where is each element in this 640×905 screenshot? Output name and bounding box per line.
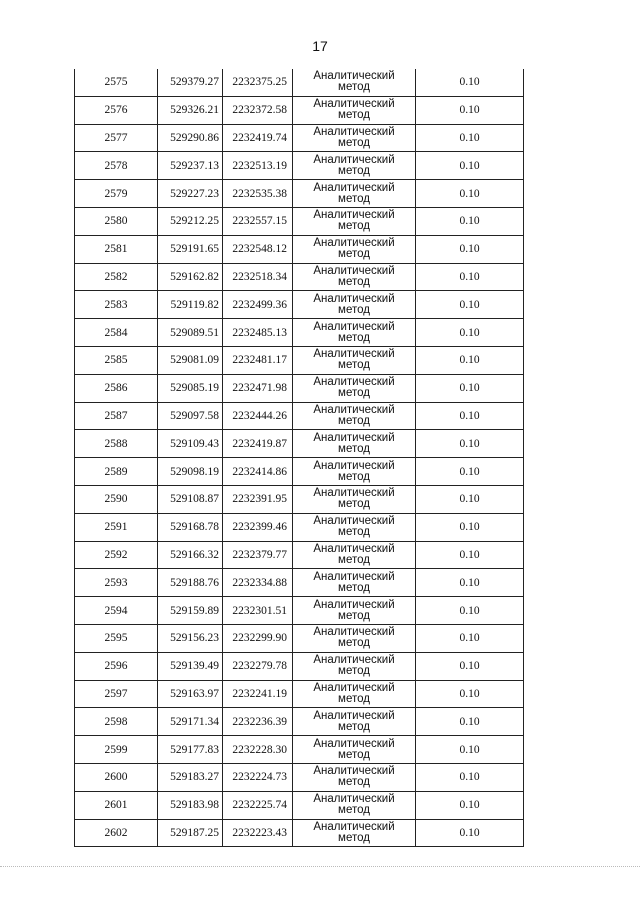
point-number-cell: 2601: [75, 791, 158, 819]
y-coordinate-cell: 2232419.87: [223, 430, 293, 458]
accuracy-cell: 0.10: [416, 680, 524, 708]
point-number-cell: 2594: [75, 597, 158, 625]
method-line-2: метод: [338, 164, 370, 177]
table-row: [75, 346, 524, 374]
x-coordinate-cell: 529326.21: [158, 96, 223, 124]
point-number-cell: 2582: [75, 263, 158, 291]
method-cell: [293, 680, 416, 708]
accuracy-cell: 0.10: [416, 152, 524, 180]
x-coordinate-cell: 529159.89: [158, 597, 223, 625]
point-number-cell: 2597: [75, 680, 158, 708]
x-coordinate-cell: 529212.25: [158, 207, 223, 235]
accuracy-cell: 0.10: [416, 235, 524, 263]
method-line-2: метод: [338, 275, 370, 288]
table-row: [75, 374, 524, 402]
method-cell: [293, 402, 416, 430]
point-number-cell: 2590: [75, 485, 158, 513]
method-cell: [293, 291, 416, 319]
method-line-2: метод: [338, 303, 370, 316]
y-coordinate-cell: 2232375.25: [223, 69, 293, 96]
method-cell: [293, 235, 416, 263]
coordinates-table: [74, 69, 524, 847]
method-line-2: метод: [338, 331, 370, 344]
y-coordinate-cell: 2232301.51: [223, 597, 293, 625]
method-line-2: метод: [338, 136, 370, 149]
method-cell: [293, 513, 416, 541]
point-number-cell: 2588: [75, 430, 158, 458]
x-coordinate-cell: 529171.34: [158, 708, 223, 736]
y-coordinate-cell: 2232419.74: [223, 124, 293, 152]
table-row: [75, 597, 524, 625]
table-row: [75, 263, 524, 291]
point-number-cell: 2586: [75, 374, 158, 402]
method-line-1: Аналитический: [313, 292, 395, 305]
accuracy-cell: 0.10: [416, 180, 524, 208]
method-cell: [293, 69, 416, 96]
method-cell: [293, 346, 416, 374]
method-line-2: метод: [338, 637, 370, 650]
method-line-1: Аналитический: [313, 153, 395, 166]
table-row: [75, 180, 524, 208]
method-line-1: Аналитический: [313, 209, 395, 222]
method-line-1: Аналитический: [313, 654, 395, 667]
accuracy-cell: 0.10: [416, 124, 524, 152]
table-row: [75, 69, 524, 96]
point-number-cell: 2596: [75, 652, 158, 680]
method-line-1: Аналитический: [313, 681, 395, 694]
point-number-cell: 2584: [75, 319, 158, 347]
x-coordinate-cell: 529227.23: [158, 180, 223, 208]
y-coordinate-cell: 2232334.88: [223, 569, 293, 597]
point-number-cell: 2589: [75, 458, 158, 486]
method-line-1: Аналитический: [313, 348, 395, 361]
method-line-1: Аналитический: [313, 431, 395, 444]
y-coordinate-cell: 2232236.39: [223, 708, 293, 736]
method-cell: [293, 96, 416, 124]
method-line-2: метод: [338, 609, 370, 622]
method-cell: [293, 263, 416, 291]
table-row: [75, 708, 524, 736]
method-line-2: метод: [338, 192, 370, 205]
method-line-1: Аналитический: [313, 459, 395, 472]
table-row: [75, 430, 524, 458]
y-coordinate-cell: 2232228.30: [223, 736, 293, 764]
table-row: [75, 819, 524, 847]
method-cell: [293, 569, 416, 597]
table-row: [75, 124, 524, 152]
table-row: [75, 736, 524, 764]
method-cell: [293, 652, 416, 680]
table-row: [75, 485, 524, 513]
method-line-1: Аналитический: [313, 125, 395, 138]
x-coordinate-cell: 529139.49: [158, 652, 223, 680]
method-line-1: Аналитический: [313, 737, 395, 750]
method-line-1: Аналитический: [313, 320, 395, 333]
page-number: 17: [312, 38, 328, 54]
method-line-1: Аналитический: [313, 264, 395, 277]
accuracy-cell: 0.10: [416, 319, 524, 347]
point-number-cell: 2578: [75, 152, 158, 180]
table-row: [75, 513, 524, 541]
method-cell: [293, 458, 416, 486]
method-line-2: метод: [338, 748, 370, 761]
method-cell: [293, 207, 416, 235]
y-coordinate-cell: 2232485.13: [223, 319, 293, 347]
method-line-1: Аналитический: [313, 376, 395, 389]
method-line-2: метод: [338, 804, 370, 817]
y-coordinate-cell: 2232372.58: [223, 96, 293, 124]
table-row: [75, 763, 524, 791]
accuracy-cell: 0.10: [416, 374, 524, 402]
method-line-2: метод: [338, 720, 370, 733]
y-coordinate-cell: 2232513.19: [223, 152, 293, 180]
y-coordinate-cell: 2232444.26: [223, 402, 293, 430]
x-coordinate-cell: 529191.65: [158, 235, 223, 263]
table-row: [75, 680, 524, 708]
point-number-cell: 2591: [75, 513, 158, 541]
method-line-1: Аналитический: [313, 70, 395, 83]
accuracy-cell: 0.10: [416, 569, 524, 597]
y-coordinate-cell: 2232279.78: [223, 652, 293, 680]
accuracy-cell: 0.10: [416, 541, 524, 569]
accuracy-cell: 0.10: [416, 96, 524, 124]
method-line-1: Аналитический: [313, 237, 395, 250]
point-number-cell: 2581: [75, 235, 158, 263]
point-number-cell: 2580: [75, 207, 158, 235]
table-row: [75, 96, 524, 124]
scan-artifact-line: [0, 866, 640, 867]
table-row: [75, 207, 524, 235]
method-cell: [293, 819, 416, 847]
method-line-2: метод: [338, 220, 370, 233]
accuracy-cell: 0.10: [416, 763, 524, 791]
y-coordinate-cell: 2232518.34: [223, 263, 293, 291]
y-coordinate-cell: 2232499.36: [223, 291, 293, 319]
method-line-2: метод: [338, 831, 370, 844]
method-cell: [293, 624, 416, 652]
point-number-cell: 2602: [75, 819, 158, 847]
method-cell: [293, 430, 416, 458]
method-line-2: метод: [338, 248, 370, 261]
y-coordinate-cell: 2232225.74: [223, 791, 293, 819]
accuracy-cell: 0.10: [416, 291, 524, 319]
y-coordinate-cell: 2232414.86: [223, 458, 293, 486]
point-number-cell: 2575: [75, 69, 158, 96]
point-number-cell: 2583: [75, 291, 158, 319]
x-coordinate-cell: 529085.19: [158, 374, 223, 402]
accuracy-cell: 0.10: [416, 402, 524, 430]
y-coordinate-cell: 2232241.19: [223, 680, 293, 708]
method-line-2: метод: [338, 109, 370, 122]
method-line-2: метод: [338, 81, 370, 94]
method-line-1: Аналитический: [313, 570, 395, 583]
y-coordinate-cell: 2232399.46: [223, 513, 293, 541]
x-coordinate-cell: 529098.19: [158, 458, 223, 486]
method-cell: [293, 736, 416, 764]
accuracy-cell: 0.10: [416, 597, 524, 625]
table-row: [75, 652, 524, 680]
accuracy-cell: 0.10: [416, 791, 524, 819]
accuracy-cell: 0.10: [416, 513, 524, 541]
table-row: [75, 235, 524, 263]
method-line-2: метод: [338, 498, 370, 511]
x-coordinate-cell: 529168.78: [158, 513, 223, 541]
method-line-1: Аналитический: [313, 181, 395, 194]
accuracy-cell: 0.10: [416, 624, 524, 652]
accuracy-cell: 0.10: [416, 708, 524, 736]
method-line-2: метод: [338, 414, 370, 427]
accuracy-cell: 0.10: [416, 819, 524, 847]
table-row: [75, 791, 524, 819]
method-line-1: Аналитический: [313, 820, 395, 833]
y-coordinate-cell: 2232223.43: [223, 819, 293, 847]
point-number-cell: 2600: [75, 763, 158, 791]
point-number-cell: 2592: [75, 541, 158, 569]
table-row: [75, 291, 524, 319]
point-number-cell: 2599: [75, 736, 158, 764]
method-cell: [293, 763, 416, 791]
x-coordinate-cell: 529097.58: [158, 402, 223, 430]
y-coordinate-cell: 2232224.73: [223, 763, 293, 791]
point-number-cell: 2598: [75, 708, 158, 736]
method-line-1: Аналитический: [313, 626, 395, 639]
accuracy-cell: 0.10: [416, 652, 524, 680]
method-line-2: метод: [338, 665, 370, 678]
x-coordinate-cell: 529162.82: [158, 263, 223, 291]
x-coordinate-cell: 529081.09: [158, 346, 223, 374]
method-line-2: метод: [338, 526, 370, 539]
method-cell: [293, 708, 416, 736]
table-row: [75, 402, 524, 430]
x-coordinate-cell: 529177.83: [158, 736, 223, 764]
method-line-2: метод: [338, 387, 370, 400]
method-line-1: Аналитический: [313, 765, 395, 778]
table-row: [75, 152, 524, 180]
accuracy-cell: 0.10: [416, 346, 524, 374]
x-coordinate-cell: 529183.98: [158, 791, 223, 819]
method-cell: [293, 152, 416, 180]
method-line-1: Аналитический: [313, 515, 395, 528]
table-row: [75, 624, 524, 652]
coordinates-table-body: [75, 69, 524, 847]
accuracy-cell: 0.10: [416, 430, 524, 458]
method-cell: [293, 597, 416, 625]
y-coordinate-cell: 2232481.17: [223, 346, 293, 374]
table-row: [75, 458, 524, 486]
point-number-cell: 2587: [75, 402, 158, 430]
x-coordinate-cell: 529379.27: [158, 69, 223, 96]
point-number-cell: 2579: [75, 180, 158, 208]
method-line-2: метод: [338, 776, 370, 789]
y-coordinate-cell: 2232379.77: [223, 541, 293, 569]
x-coordinate-cell: 529156.23: [158, 624, 223, 652]
x-coordinate-cell: 529163.97: [158, 680, 223, 708]
method-line-1: Аналитический: [313, 542, 395, 555]
x-coordinate-cell: 529089.51: [158, 319, 223, 347]
x-coordinate-cell: 529166.32: [158, 541, 223, 569]
y-coordinate-cell: 2232535.38: [223, 180, 293, 208]
accuracy-cell: 0.10: [416, 207, 524, 235]
x-coordinate-cell: 529188.76: [158, 569, 223, 597]
method-line-1: Аналитический: [313, 98, 395, 111]
point-number-cell: 2576: [75, 96, 158, 124]
y-coordinate-cell: 2232391.95: [223, 485, 293, 513]
method-line-2: метод: [338, 692, 370, 705]
method-line-2: метод: [338, 442, 370, 455]
method-line-2: метод: [338, 553, 370, 566]
point-number-cell: 2577: [75, 124, 158, 152]
accuracy-cell: 0.10: [416, 736, 524, 764]
method-line-1: Аналитический: [313, 709, 395, 722]
method-cell: [293, 541, 416, 569]
method-cell: [293, 319, 416, 347]
accuracy-cell: 0.10: [416, 263, 524, 291]
method-line-1: Аналитический: [313, 403, 395, 416]
x-coordinate-cell: 529109.43: [158, 430, 223, 458]
table-row: [75, 319, 524, 347]
x-coordinate-cell: 529183.27: [158, 763, 223, 791]
accuracy-cell: 0.10: [416, 69, 524, 96]
y-coordinate-cell: 2232548.12: [223, 235, 293, 263]
x-coordinate-cell: 529237.13: [158, 152, 223, 180]
method-cell: [293, 374, 416, 402]
method-cell: [293, 124, 416, 152]
method-line-1: Аналитический: [313, 598, 395, 611]
point-number-cell: 2595: [75, 624, 158, 652]
method-cell: [293, 485, 416, 513]
method-line-1: Аналитический: [313, 793, 395, 806]
x-coordinate-cell: 529290.86: [158, 124, 223, 152]
accuracy-cell: 0.10: [416, 458, 524, 486]
method-cell: [293, 791, 416, 819]
x-coordinate-cell: 529119.82: [158, 291, 223, 319]
table-row: [75, 569, 524, 597]
point-number-cell: 2585: [75, 346, 158, 374]
x-coordinate-cell: 529187.25: [158, 819, 223, 847]
y-coordinate-cell: 2232557.15: [223, 207, 293, 235]
method-line-2: метод: [338, 359, 370, 372]
point-number-cell: 2593: [75, 569, 158, 597]
method-cell: [293, 180, 416, 208]
y-coordinate-cell: 2232299.90: [223, 624, 293, 652]
y-coordinate-cell: 2232471.98: [223, 374, 293, 402]
method-line-2: метод: [338, 470, 370, 483]
table-row: [75, 541, 524, 569]
accuracy-cell: 0.10: [416, 485, 524, 513]
x-coordinate-cell: 529108.87: [158, 485, 223, 513]
method-line-1: Аналитический: [313, 487, 395, 500]
method-line-2: метод: [338, 581, 370, 594]
